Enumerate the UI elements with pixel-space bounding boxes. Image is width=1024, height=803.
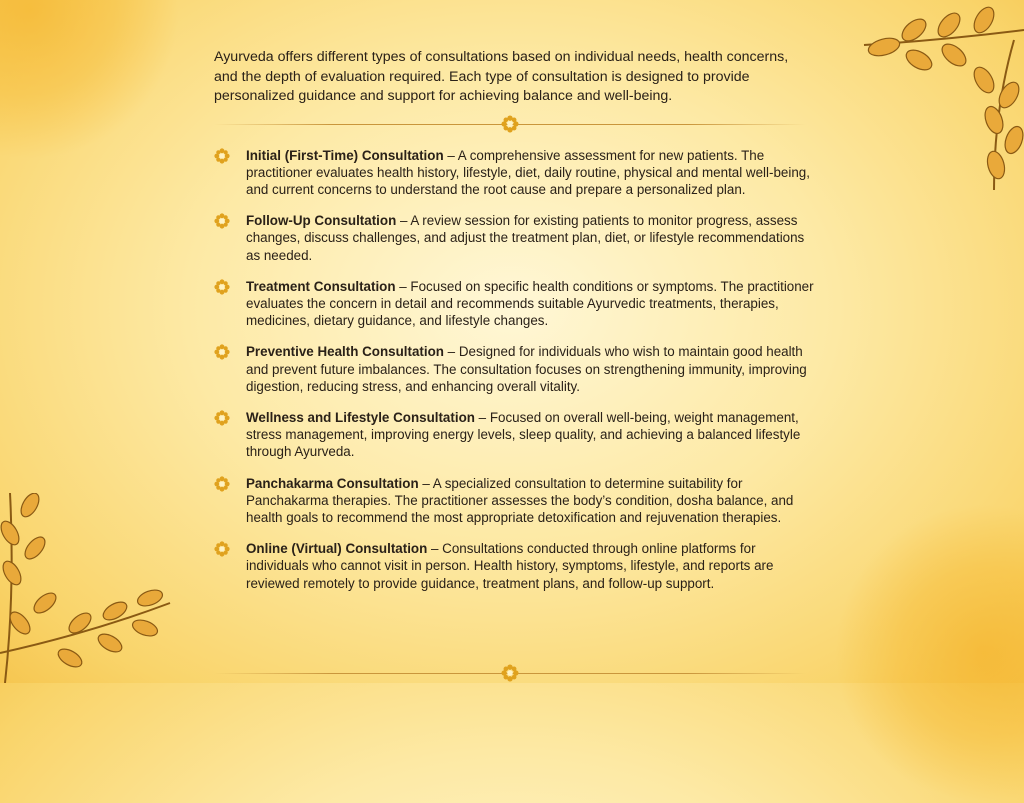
item-title: Online (Virtual) Consultation <box>246 541 428 557</box>
item-title: Panchakarma Consultation <box>246 475 419 491</box>
bottom-divider <box>214 666 814 680</box>
flower-icon <box>214 279 230 295</box>
list-item <box>214 278 814 330</box>
item-description: – A comprehensive assessment for new patients. The practitioner evaluates health history, lifestyle, diet, daily routine, physical and mental well-being, and current concerns to understand the root cause and prepare a personalized plan. <box>246 147 810 197</box>
section-divider <box>214 117 814 131</box>
item-description: – A review session for existing patients to monitor progress, assess changes, discuss challenges, and adjust the treatment plan, diet, or lifestyle recommendations as needed. <box>246 213 805 263</box>
flower-icon <box>214 476 230 492</box>
item-description: – A specialized consultation to determine suitability for Panchakarma therapies. The practitioner assesses the body’s condition, dosha balance, and health goals to recommend the most appropriate detoxification and rejuvenation therapies. <box>246 475 794 525</box>
list-item <box>214 343 814 395</box>
flower-icon <box>501 664 519 682</box>
item-title: Initial (First-Time) Consultation <box>246 147 444 163</box>
flower-icon <box>214 410 230 426</box>
item-title: Treatment Consultation <box>246 278 396 294</box>
item-title: Follow-Up Consultation <box>246 213 397 229</box>
leaf-branch-icon <box>824 0 1024 200</box>
list-item <box>214 147 814 199</box>
item-description: – Designed for individuals who wish to maintain good health and prevent future imbalances. The consultation focuses on strengthening immunity, improving digestion, reducing stress, and enhancing overall vitality. <box>246 344 807 394</box>
leaf-branch-icon <box>0 493 180 683</box>
flower-icon <box>214 541 230 557</box>
flower-icon <box>214 148 230 164</box>
mandala-decoration-bottom-right <box>834 503 1024 803</box>
flower-icon <box>214 213 230 229</box>
list-item <box>214 212 814 264</box>
content-area <box>214 48 814 606</box>
item-description: – Focused on specific health conditions or symptoms. The practitioner evaluates the concern in detail and recommends suitable Ayurvedic treatments, therapies, medicines, dietary guidance, and lifestyle changes. <box>246 278 814 329</box>
list-item <box>214 540 814 592</box>
flower-icon <box>501 115 519 133</box>
list-item <box>214 475 814 527</box>
item-description: – Consultations conducted through online platforms for individuals who cannot visit in person. Health history, symptoms, lifestyle, and reports are reviewed remotely to provide guidance, treatment plans, and follow-up support. <box>246 541 774 591</box>
consultation-list <box>214 147 814 592</box>
mandala-decoration-top-left <box>0 0 180 160</box>
item-title: Wellness and Lifestyle Consultation <box>246 409 475 425</box>
intro-paragraph: Ayurveda offers different types of consultations based on individual needs, health concerns, and the depth of evaluation required. Each type of consultation is designed to provide personalized guidance and support for achieving balance and well-being. <box>214 49 789 104</box>
item-description: – Focused on overall well-being, weight management, stress management, improving energy levels, sleep quality, and achieving a balanced lifestyle through Ayurveda. <box>246 409 801 460</box>
flower-icon <box>214 344 230 360</box>
item-title: Preventive Health Consultation <box>246 344 444 360</box>
list-item <box>214 409 814 461</box>
